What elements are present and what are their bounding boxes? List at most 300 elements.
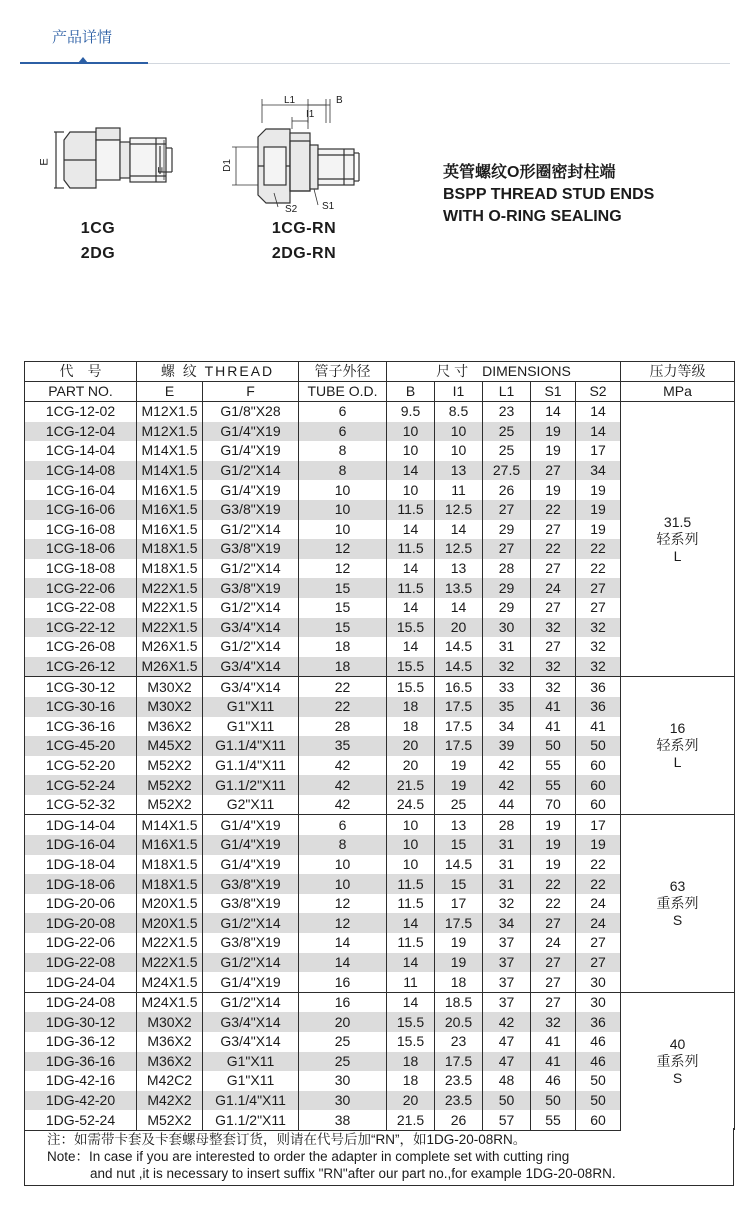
cell-part-no: 1DG-14-04 bbox=[25, 815, 137, 835]
pressure-class-line: 轻系列 bbox=[656, 737, 699, 754]
cell-dim-i1: 19 bbox=[435, 775, 483, 795]
dim-label-b: B bbox=[336, 95, 343, 106]
cell-dim-b: 14 bbox=[387, 598, 435, 618]
cell-tube-od: 28 bbox=[299, 717, 387, 737]
cell-thread-e: M12X1.5 bbox=[137, 402, 203, 422]
cell-part-no: 1DG-20-08 bbox=[25, 913, 137, 933]
cell-dim-l1: 25 bbox=[483, 422, 531, 442]
cell-dim-b: 14 bbox=[387, 913, 435, 933]
cell-dim-l1: 30 bbox=[483, 618, 531, 638]
spec-table-body bbox=[25, 402, 735, 1131]
tab-caret-icon bbox=[78, 57, 88, 63]
header-pressure-cn: 压力等级 bbox=[621, 362, 735, 382]
cell-dim-l1: 28 bbox=[483, 815, 531, 835]
cell-dim-i1: 13 bbox=[435, 815, 483, 835]
cell-tube-od: 8 bbox=[299, 441, 387, 461]
cell-thread-e: M14X1.5 bbox=[137, 461, 203, 481]
header-s2: S2 bbox=[576, 382, 621, 402]
cell-part-no: 1DG-36-16 bbox=[25, 1052, 137, 1072]
pressure-class-cell bbox=[621, 677, 735, 815]
cell-dim-b: 20 bbox=[387, 1091, 435, 1111]
cell-dim-b: 14 bbox=[387, 559, 435, 579]
cell-tube-od: 25 bbox=[299, 1052, 387, 1072]
cell-tube-od: 42 bbox=[299, 795, 387, 815]
cell-thread-f: G3/8"X19 bbox=[203, 933, 299, 953]
cell-dim-s2: 36 bbox=[576, 697, 621, 717]
cell-thread-e: M22X1.5 bbox=[137, 598, 203, 618]
cell-thread-e: M16X1.5 bbox=[137, 500, 203, 520]
cell-dim-i1: 17.5 bbox=[435, 717, 483, 737]
cell-thread-e: M22X1.5 bbox=[137, 933, 203, 953]
cell-dim-s2: 27 bbox=[576, 578, 621, 598]
cell-dim-l1: 57 bbox=[483, 1110, 531, 1130]
cell-dim-b: 10 bbox=[387, 422, 435, 442]
cell-tube-od: 15 bbox=[299, 618, 387, 638]
pressure-class-line: 31.5 bbox=[663, 513, 692, 530]
cell-dim-b: 21.5 bbox=[387, 1110, 435, 1130]
cell-thread-f: G1/4"X19 bbox=[203, 480, 299, 500]
cell-thread-f: G1/2"X14 bbox=[203, 598, 299, 618]
cell-part-no: 1CG-52-32 bbox=[25, 795, 137, 815]
cell-dim-s2: 19 bbox=[576, 500, 621, 520]
cell-thread-e: M52X2 bbox=[137, 1110, 203, 1130]
cell-tube-od: 35 bbox=[299, 736, 387, 756]
cell-part-no: 1CG-18-08 bbox=[25, 559, 137, 579]
cell-dim-l1: 27 bbox=[483, 500, 531, 520]
cell-tube-od: 12 bbox=[299, 559, 387, 579]
cell-dim-s2: 50 bbox=[576, 736, 621, 756]
cell-thread-e: M52X2 bbox=[137, 775, 203, 795]
cell-dim-s1: 27 bbox=[531, 913, 576, 933]
cell-tube-od: 42 bbox=[299, 775, 387, 795]
cell-dim-s1: 41 bbox=[531, 1052, 576, 1072]
note-line-cn: 注：如需带卡套及卡套螺母整套订货，则请在代号后加“RN”，如1DG-20-08RN。 bbox=[47, 1132, 527, 1147]
cell-dim-s1: 19 bbox=[531, 815, 576, 835]
cell-tube-od: 12 bbox=[299, 913, 387, 933]
cell-thread-e: M16X1.5 bbox=[137, 835, 203, 855]
cell-dim-l1: 39 bbox=[483, 736, 531, 756]
cell-dim-l1: 23 bbox=[483, 402, 531, 422]
cell-dim-b: 11.5 bbox=[387, 500, 435, 520]
cell-part-no: 1DG-52-24 bbox=[25, 1110, 137, 1130]
cell-thread-e: M52X2 bbox=[137, 756, 203, 776]
cell-dim-s2: 27 bbox=[576, 598, 621, 618]
cell-dim-s2: 27 bbox=[576, 953, 621, 973]
cell-tube-od: 42 bbox=[299, 756, 387, 776]
cell-dim-s2: 41 bbox=[576, 717, 621, 737]
cell-dim-s2: 22 bbox=[576, 874, 621, 894]
cell-part-no: 1CG-14-08 bbox=[25, 461, 137, 481]
cell-part-no: 1DG-24-04 bbox=[25, 972, 137, 992]
cell-dim-s2: 22 bbox=[576, 855, 621, 875]
cell-tube-od: 10 bbox=[299, 520, 387, 540]
cell-dim-b: 18 bbox=[387, 1052, 435, 1072]
cell-dim-b: 20 bbox=[387, 736, 435, 756]
product-title-cn: 英管螺纹O形圈密封柱端 bbox=[443, 164, 616, 181]
pressure-class-line: S bbox=[672, 1070, 683, 1087]
cell-dim-l1: 37 bbox=[483, 953, 531, 973]
table-row bbox=[25, 992, 735, 1012]
figure-label-1cg-rn: 1CG-RN bbox=[271, 220, 337, 237]
cell-dim-s2: 34 bbox=[576, 461, 621, 481]
cell-dim-l1: 35 bbox=[483, 697, 531, 717]
cell-part-no: 1CG-22-12 bbox=[25, 618, 137, 638]
cell-dim-l1: 29 bbox=[483, 598, 531, 618]
cell-dim-b: 11.5 bbox=[387, 894, 435, 914]
cell-part-no: 1CG-22-08 bbox=[25, 598, 137, 618]
cell-dim-s1: 27 bbox=[531, 598, 576, 618]
cell-dim-i1: 14 bbox=[435, 520, 483, 540]
cell-dim-s1: 22 bbox=[531, 539, 576, 559]
cell-dim-s1: 27 bbox=[531, 953, 576, 973]
cell-tube-od: 22 bbox=[299, 697, 387, 717]
cell-dim-b: 18 bbox=[387, 1071, 435, 1091]
cell-dim-b: 24.5 bbox=[387, 795, 435, 815]
cell-thread-e: M14X1.5 bbox=[137, 815, 203, 835]
cell-thread-e: M18X1.5 bbox=[137, 855, 203, 875]
cell-part-no: 1DG-18-04 bbox=[25, 855, 137, 875]
cell-thread-f: G3/8"X19 bbox=[203, 874, 299, 894]
cell-tube-od: 15 bbox=[299, 578, 387, 598]
cell-dim-i1: 26 bbox=[435, 1110, 483, 1130]
cell-dim-s2: 32 bbox=[576, 618, 621, 638]
cell-dim-b: 20 bbox=[387, 756, 435, 776]
cell-dim-b: 11.5 bbox=[387, 874, 435, 894]
cell-thread-e: M12X1.5 bbox=[137, 422, 203, 442]
cell-dim-l1: 29 bbox=[483, 578, 531, 598]
cell-dim-s2: 24 bbox=[576, 894, 621, 914]
header-f: F bbox=[203, 382, 299, 402]
cell-dim-b: 11 bbox=[387, 972, 435, 992]
cell-dim-i1: 17.5 bbox=[435, 913, 483, 933]
cell-dim-l1: 34 bbox=[483, 913, 531, 933]
cell-dim-s1: 19 bbox=[531, 441, 576, 461]
cell-thread-f: G1/4"X19 bbox=[203, 855, 299, 875]
cell-dim-i1: 23.5 bbox=[435, 1071, 483, 1091]
cell-dim-i1: 15 bbox=[435, 874, 483, 894]
cell-dim-l1: 28 bbox=[483, 559, 531, 579]
cell-part-no: 1CG-12-02 bbox=[25, 402, 137, 422]
cell-dim-i1: 13 bbox=[435, 461, 483, 481]
cell-thread-f: G3/8"X19 bbox=[203, 894, 299, 914]
cell-thread-f: G1/2"X14 bbox=[203, 559, 299, 579]
cell-thread-e: M18X1.5 bbox=[137, 559, 203, 579]
cell-thread-f: G1/2"X14 bbox=[203, 637, 299, 657]
cell-part-no: 1CG-45-20 bbox=[25, 736, 137, 756]
cell-dim-l1: 50 bbox=[483, 1091, 531, 1111]
cell-tube-od: 15 bbox=[299, 598, 387, 618]
cell-dim-l1: 27 bbox=[483, 539, 531, 559]
header-e: E bbox=[137, 382, 203, 402]
header-tube-od: TUBE O.D. bbox=[299, 382, 387, 402]
table-row bbox=[25, 677, 735, 697]
cell-dim-s1: 46 bbox=[531, 1071, 576, 1091]
product-title-block bbox=[443, 162, 654, 228]
table-row bbox=[25, 402, 735, 422]
cell-thread-e: M36X2 bbox=[137, 1052, 203, 1072]
cell-dim-s1: 27 bbox=[531, 559, 576, 579]
cell-dim-i1: 23 bbox=[435, 1032, 483, 1052]
cell-thread-e: M22X1.5 bbox=[137, 578, 203, 598]
cell-part-no: 1DG-42-20 bbox=[25, 1091, 137, 1111]
cell-dim-l1: 32 bbox=[483, 894, 531, 914]
cell-dim-i1: 10 bbox=[435, 441, 483, 461]
cell-dim-s2: 60 bbox=[576, 756, 621, 776]
cell-thread-e: M14X1.5 bbox=[137, 441, 203, 461]
cell-part-no: 1DG-30-12 bbox=[25, 1012, 137, 1032]
dim-label-l1: L1 bbox=[284, 95, 296, 106]
cell-dim-l1: 31 bbox=[483, 835, 531, 855]
order-note bbox=[24, 1128, 734, 1186]
note-line-en-1: Note：In case if you are interested to order the adapter in complete set with cutting ring bbox=[47, 1149, 570, 1164]
cell-dim-s1: 32 bbox=[531, 677, 576, 697]
cell-dim-b: 10 bbox=[387, 480, 435, 500]
cell-part-no: 1CG-26-12 bbox=[25, 657, 137, 677]
dim-label-f: F bbox=[156, 166, 169, 174]
cell-thread-f: G1"X11 bbox=[203, 1052, 299, 1072]
cell-dim-i1: 25 bbox=[435, 795, 483, 815]
cell-tube-od: 30 bbox=[299, 1091, 387, 1111]
cell-part-no: 1DG-36-12 bbox=[25, 1032, 137, 1052]
cell-part-no: 1CG-30-16 bbox=[25, 697, 137, 717]
cell-dim-b: 10 bbox=[387, 815, 435, 835]
cell-dim-i1: 13 bbox=[435, 559, 483, 579]
cell-dim-l1: 31 bbox=[483, 874, 531, 894]
cell-tube-od: 22 bbox=[299, 677, 387, 697]
pressure-class-cell bbox=[621, 992, 735, 1130]
tab-product-details[interactable]: 产品详情 bbox=[52, 28, 113, 46]
cell-dim-s1: 55 bbox=[531, 756, 576, 776]
cell-dim-b: 10 bbox=[387, 855, 435, 875]
cell-dim-s1: 32 bbox=[531, 618, 576, 638]
cell-dim-s1: 41 bbox=[531, 1032, 576, 1052]
header-dimensions: 尺 寸 DIMENSIONS bbox=[387, 362, 621, 382]
cell-tube-od: 12 bbox=[299, 894, 387, 914]
cell-dim-i1: 14.5 bbox=[435, 657, 483, 677]
header-b: B bbox=[387, 382, 435, 402]
cell-dim-s1: 19 bbox=[531, 422, 576, 442]
cell-dim-s1: 55 bbox=[531, 1110, 576, 1130]
cell-dim-s1: 27 bbox=[531, 992, 576, 1012]
cell-part-no: 1CG-16-06 bbox=[25, 500, 137, 520]
cell-dim-l1: 31 bbox=[483, 637, 531, 657]
cell-dim-b: 11.5 bbox=[387, 539, 435, 559]
cell-part-no: 1DG-18-06 bbox=[25, 874, 137, 894]
cell-thread-e: M30X2 bbox=[137, 697, 203, 717]
pressure-class-line: 63 bbox=[669, 878, 686, 895]
cell-dim-s1: 27 bbox=[531, 520, 576, 540]
cell-tube-od: 6 bbox=[299, 815, 387, 835]
cell-thread-f: G3/8"X19 bbox=[203, 500, 299, 520]
cell-dim-s1: 22 bbox=[531, 874, 576, 894]
cell-part-no: 1DG-42-16 bbox=[25, 1071, 137, 1091]
pressure-class-line: 40 bbox=[669, 1036, 686, 1053]
pressure-class-line: 16 bbox=[669, 720, 686, 737]
cell-part-no: 1CG-22-06 bbox=[25, 578, 137, 598]
cell-dim-i1: 12.5 bbox=[435, 500, 483, 520]
cell-dim-i1: 11 bbox=[435, 480, 483, 500]
cell-dim-i1: 23.5 bbox=[435, 1091, 483, 1111]
cell-dim-s1: 27 bbox=[531, 972, 576, 992]
cell-thread-e: M16X1.5 bbox=[137, 520, 203, 540]
cell-thread-f: G1/2"X14 bbox=[203, 520, 299, 540]
cell-dim-b: 10 bbox=[387, 835, 435, 855]
cell-part-no: 1CG-26-08 bbox=[25, 637, 137, 657]
fitting-drawing-1cg-rn bbox=[218, 93, 368, 218]
cell-dim-s1: 41 bbox=[531, 717, 576, 737]
cell-thread-e: M20X1.5 bbox=[137, 894, 203, 914]
cell-dim-s2: 32 bbox=[576, 657, 621, 677]
fitting-drawing-1cg bbox=[36, 118, 186, 208]
header-i1: I1 bbox=[435, 382, 483, 402]
cell-dim-b: 21.5 bbox=[387, 775, 435, 795]
cell-dim-s2: 14 bbox=[576, 422, 621, 442]
cell-dim-i1: 8.5 bbox=[435, 402, 483, 422]
cell-dim-b: 10 bbox=[387, 441, 435, 461]
cell-tube-od: 8 bbox=[299, 835, 387, 855]
cell-part-no: 1CG-52-24 bbox=[25, 775, 137, 795]
cell-thread-f: G1/4"X19 bbox=[203, 972, 299, 992]
pressure-class-line: 轻系列 bbox=[656, 530, 699, 547]
cell-tube-od: 10 bbox=[299, 874, 387, 894]
header-code-cn: 代 号 bbox=[25, 362, 137, 382]
cell-part-no: 1DG-22-08 bbox=[25, 953, 137, 973]
cell-thread-f: G3/8"X19 bbox=[203, 578, 299, 598]
cell-thread-f: G1/2"X14 bbox=[203, 953, 299, 973]
cell-dim-l1: 37 bbox=[483, 992, 531, 1012]
cell-dim-i1: 12.5 bbox=[435, 539, 483, 559]
cell-dim-s2: 17 bbox=[576, 815, 621, 835]
cell-dim-l1: 47 bbox=[483, 1052, 531, 1072]
cell-thread-f: G1"X11 bbox=[203, 1071, 299, 1091]
cell-dim-l1: 37 bbox=[483, 933, 531, 953]
cell-dim-s2: 19 bbox=[576, 520, 621, 540]
cell-dim-i1: 14.5 bbox=[435, 855, 483, 875]
tab-header bbox=[20, 0, 730, 64]
cell-thread-f: G3/4"X14 bbox=[203, 1012, 299, 1032]
cell-dim-b: 14 bbox=[387, 520, 435, 540]
cell-thread-f: G1.1/4"X11 bbox=[203, 756, 299, 776]
cell-dim-b: 14 bbox=[387, 637, 435, 657]
product-title-en-1: BSPP THREAD STUD ENDS bbox=[443, 186, 655, 203]
cell-dim-s2: 36 bbox=[576, 1012, 621, 1032]
cell-tube-od: 25 bbox=[299, 1032, 387, 1052]
cell-thread-f: G1.1/2"X11 bbox=[203, 1110, 299, 1130]
cell-dim-l1: 32 bbox=[483, 657, 531, 677]
cell-dim-s1: 70 bbox=[531, 795, 576, 815]
cell-dim-s2: 50 bbox=[576, 1091, 621, 1111]
cell-dim-s2: 60 bbox=[576, 795, 621, 815]
cell-thread-f: G1/4"X19 bbox=[203, 422, 299, 442]
cell-thread-e: M45X2 bbox=[137, 736, 203, 756]
cell-thread-e: M22X1.5 bbox=[137, 953, 203, 973]
cell-thread-e: M36X2 bbox=[137, 717, 203, 737]
cell-tube-od: 20 bbox=[299, 1012, 387, 1032]
cell-part-no: 1DG-22-06 bbox=[25, 933, 137, 953]
cell-dim-i1: 19 bbox=[435, 933, 483, 953]
cell-thread-f: G1"X11 bbox=[203, 697, 299, 717]
cell-dim-b: 11.5 bbox=[387, 933, 435, 953]
cell-thread-e: M42X2 bbox=[137, 1091, 203, 1111]
cell-dim-l1: 42 bbox=[483, 775, 531, 795]
cell-dim-b: 18 bbox=[387, 697, 435, 717]
cell-thread-e: M24X1.5 bbox=[137, 972, 203, 992]
cell-dim-l1: 37 bbox=[483, 972, 531, 992]
cell-thread-f: G1"X11 bbox=[203, 717, 299, 737]
dim-label-e: E bbox=[38, 158, 51, 166]
cell-thread-e: M18X1.5 bbox=[137, 539, 203, 559]
cell-dim-b: 9.5 bbox=[387, 402, 435, 422]
cell-dim-s2: 46 bbox=[576, 1052, 621, 1072]
cell-thread-e: M18X1.5 bbox=[137, 874, 203, 894]
cell-part-no: 1CG-16-08 bbox=[25, 520, 137, 540]
table-row bbox=[25, 815, 735, 835]
cell-thread-f: G2"X11 bbox=[203, 795, 299, 815]
cell-dim-i1: 16.5 bbox=[435, 677, 483, 697]
pressure-class-line: L bbox=[673, 547, 682, 564]
cell-dim-s2: 17 bbox=[576, 441, 621, 461]
cell-dim-s1: 19 bbox=[531, 480, 576, 500]
cell-tube-od: 18 bbox=[299, 637, 387, 657]
cell-dim-l1: 29 bbox=[483, 520, 531, 540]
dim-label-s2: S2 bbox=[285, 204, 298, 215]
figure-label-1cg: 1CG bbox=[80, 220, 116, 237]
cell-thread-f: G1/2"X14 bbox=[203, 461, 299, 481]
cell-dim-b: 14 bbox=[387, 953, 435, 973]
cell-dim-s2: 19 bbox=[576, 835, 621, 855]
cell-dim-i1: 10 bbox=[435, 422, 483, 442]
cell-thread-f: G3/4"X14 bbox=[203, 677, 299, 697]
cell-dim-i1: 20 bbox=[435, 618, 483, 638]
header-thread: 螺 纹 THREAD bbox=[137, 362, 299, 382]
cell-dim-l1: 33 bbox=[483, 677, 531, 697]
cell-dim-l1: 31 bbox=[483, 855, 531, 875]
cell-tube-od: 16 bbox=[299, 972, 387, 992]
cell-dim-s1: 32 bbox=[531, 657, 576, 677]
cell-thread-e: M16X1.5 bbox=[137, 480, 203, 500]
cell-dim-b: 18 bbox=[387, 717, 435, 737]
cell-dim-s2: 27 bbox=[576, 933, 621, 953]
cell-thread-e: M20X1.5 bbox=[137, 913, 203, 933]
cell-part-no: 1DG-20-06 bbox=[25, 894, 137, 914]
cell-part-no: 1CG-30-12 bbox=[25, 677, 137, 697]
cell-dim-i1: 19 bbox=[435, 953, 483, 973]
cell-thread-e: M26X1.5 bbox=[137, 637, 203, 657]
cell-thread-e: M36X2 bbox=[137, 1032, 203, 1052]
cell-thread-e: M52X2 bbox=[137, 795, 203, 815]
cell-thread-f: G3/4"X14 bbox=[203, 1032, 299, 1052]
cell-dim-s2: 14 bbox=[576, 402, 621, 422]
cell-dim-i1: 14 bbox=[435, 598, 483, 618]
dim-label-s1: S1 bbox=[322, 201, 335, 212]
cell-dim-s1: 32 bbox=[531, 1012, 576, 1032]
cell-dim-i1: 17 bbox=[435, 894, 483, 914]
figure-label-2dg: 2DG bbox=[80, 245, 116, 262]
cell-thread-f: G1/2"X14 bbox=[203, 992, 299, 1012]
cell-dim-s1: 41 bbox=[531, 697, 576, 717]
cell-thread-e: M22X1.5 bbox=[137, 618, 203, 638]
pressure-class-line: S bbox=[672, 912, 683, 929]
cell-part-no: 1CG-16-04 bbox=[25, 480, 137, 500]
cell-thread-f: G1.1/4"X11 bbox=[203, 1091, 299, 1111]
cell-dim-l1: 42 bbox=[483, 756, 531, 776]
cell-part-no: 1CG-36-16 bbox=[25, 717, 137, 737]
cell-dim-s1: 19 bbox=[531, 835, 576, 855]
cell-dim-s1: 55 bbox=[531, 775, 576, 795]
cell-tube-od: 6 bbox=[299, 422, 387, 442]
cell-dim-b: 14 bbox=[387, 461, 435, 481]
cell-dim-s1: 27 bbox=[531, 637, 576, 657]
